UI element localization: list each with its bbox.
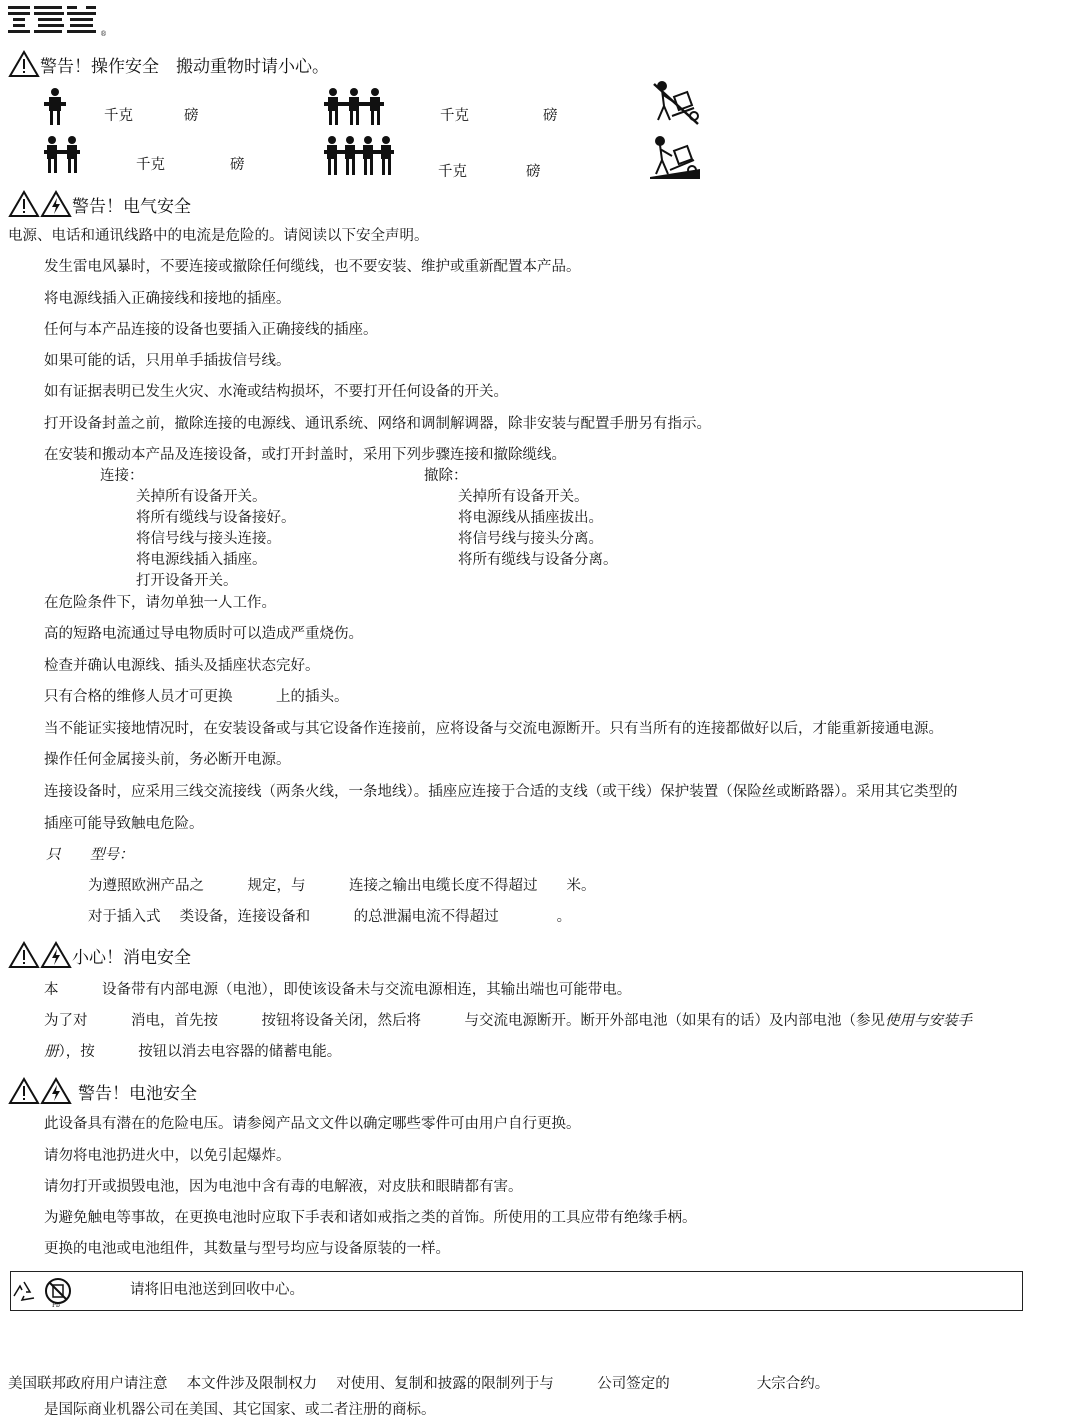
model-label-a: 只 xyxy=(46,847,61,863)
manual-title-part-2: 册 xyxy=(44,1044,59,1060)
four-person-lift-icon xyxy=(324,136,394,180)
electrical-item-6: 打开设备封盖之前，撤除连接的电源线、通讯系统、网络和调制解调器，除非安装与配置手册另有指示。 xyxy=(44,416,711,432)
ibm-logo xyxy=(8,4,107,38)
no-hand-truck-icon xyxy=(650,80,702,128)
disconnect-title: 撤除： xyxy=(424,468,468,484)
battery-item-3: 请勿打开或损毁电池，因为电池中含有毒的电解液，对皮肤和眼睛都有害。 xyxy=(44,1179,523,1195)
connect-step-1: 关掉所有设备开关。 xyxy=(136,489,267,505)
electrical-heading-text: 警告！电气安全 xyxy=(72,197,191,217)
lb-label-2: 磅 xyxy=(543,108,558,124)
svg-text:®: ® xyxy=(100,30,107,38)
electrical-item-2: 将电源线插入正确接线和接地的插座。 xyxy=(44,291,291,307)
electrical-item-12: 当不能证实接地情况时，在安装设备或与其它设备作连接前，应将设备与交流电源断开。只有当所有的连接都做好以后，才能重新接通电源。 xyxy=(44,721,943,737)
electrical-item-7: 在安装和搬动本产品及连接设备，或打开封盖时，采用下列步骤连接和撤除缆线。 xyxy=(44,447,566,463)
pb-label: Pb xyxy=(52,1302,60,1309)
connect-step-5: 打开设备开关。 xyxy=(136,573,238,589)
lb-label-4: 磅 xyxy=(526,164,541,180)
disconnect-step-2: 将电源线从插座拔出。 xyxy=(458,510,603,526)
recycle-text: 请将旧电池送到回收中心。 xyxy=(130,1282,304,1298)
discharge-line-2-text: 为了对 消电，首先按 按钮将设备关闭，然后将 与交流电源断开。断开外部电池（如果有的话）及内部电池（参见 xyxy=(44,1013,885,1029)
recycle-icon xyxy=(12,1280,36,1304)
warning-triangle-icon xyxy=(8,50,40,78)
one-person-lift-icon xyxy=(44,88,66,128)
manual-title-part-1: 使用与安装手 xyxy=(885,1013,972,1029)
footer-line-1: 美国联邦政府用户请注意 本文件涉及限制权力 对使用、复制和披露的限制列于与 公司签定的 大宗合约。 xyxy=(8,1376,830,1392)
electrical-warning-heading xyxy=(8,190,191,218)
two-person-lift-icon xyxy=(44,136,80,176)
three-wire-line-1: 连接设备时，应采用三线交流接线（两条火线，一条地线）。插座应连接于合适的支线（或干线）保护装置（保险丝或断路器）。采用其它类型的 xyxy=(44,784,958,800)
discharge-heading-text: 小心！消电安全 xyxy=(72,948,191,968)
battery-item-2: 请勿将电池扔进火中，以免引起爆炸。 xyxy=(44,1148,291,1164)
battery-heading-text: 警告！电池安全 xyxy=(78,1084,197,1104)
lb-label-3: 磅 xyxy=(230,157,245,173)
kg-label-1: 千克 xyxy=(104,108,133,124)
electrical-item-3: 任何与本产品连接的设备也要插入正确接线的插座。 xyxy=(44,322,378,338)
connect-step-4: 将电源线插入插座。 xyxy=(136,552,267,568)
battery-warning-heading xyxy=(8,1077,197,1105)
footer-line-2: 是国际商业机器公司在美国、其它国家、或二者注册的商标。 xyxy=(44,1402,436,1418)
disconnect-step-1: 关掉所有设备开关。 xyxy=(458,489,589,505)
electrical-item-4: 如果可能的话，只用单手插拔信号线。 xyxy=(44,353,291,369)
electrical-item-1: 发生雷电风暴时，不要连接或撤除任何缆线，也不要安装、维护或重新配置本产品。 xyxy=(44,259,581,275)
three-person-lift-icon xyxy=(324,88,384,128)
connect-title: 连接： xyxy=(100,468,144,484)
model-line-2: 对于插入式 类设备，连接设备和 的总泄漏电流不得超过 。 xyxy=(88,909,572,925)
discharge-line-3 xyxy=(44,1045,341,1060)
kg-label-3: 千克 xyxy=(136,157,165,173)
electric-shock-icon xyxy=(40,941,72,969)
connect-step-3: 将信号线与接头连接。 xyxy=(136,531,281,547)
warning-triangle-icon xyxy=(8,190,40,218)
discharge-line-2 xyxy=(44,1014,972,1029)
electric-shock-icon xyxy=(40,1077,72,1105)
model-line-1: 为遵照欧洲产品之 规定，与 连接之输出电缆长度不得超过 米。 xyxy=(88,878,596,894)
battery-item-1: 此设备具有潜在的危险电压。请参阅产品文文件以确定哪些零件可由用户自行更换。 xyxy=(44,1116,581,1132)
hand-truck-icon xyxy=(650,136,700,182)
electric-shock-icon xyxy=(40,190,72,218)
three-wire-line-2: 插座可能导致触电危险。 xyxy=(44,816,204,832)
electrical-item-13: 操作任何金属接头前，务必断开电源。 xyxy=(44,752,291,768)
discharge-line-3-text: ），按 按钮以消去电容器的储蓄电能。 xyxy=(58,1044,342,1060)
electrical-intro: 电源、电话和通讯线路中的电流是危险的。请阅读以下安全声明。 xyxy=(8,228,429,244)
discharge-line-1: 本 设备带有内部电源（电池），即使该设备未与交流电源相连，其输出端也可能带电。 xyxy=(44,982,632,998)
electrical-item-8: 在危险条件下，请勿单独一人工作。 xyxy=(44,595,276,611)
electrical-item-5: 如有证据表明已发生火灾、水淹或结构损坏，不要打开任何设备的开关。 xyxy=(44,384,508,400)
electrical-item-11: 只有合格的维修人员才可更换 上的插头。 xyxy=(44,689,349,705)
electrical-item-10: 检查并确认电源线、插头及插座状态完好。 xyxy=(44,658,320,674)
model-label-b: 型号： xyxy=(90,847,134,863)
battery-item-5: 更换的电池或电池组件，其数量与型号均应与设备原装的一样。 xyxy=(44,1241,450,1257)
connect-step-2: 将所有缆线与设备接好。 xyxy=(136,510,296,526)
lifting-heading-text: 警告！操作安全 搬动重物时请小心。 xyxy=(40,57,329,77)
disconnect-step-4: 将所有缆线与设备分离。 xyxy=(458,552,618,568)
kg-label-2: 千克 xyxy=(440,108,469,124)
lb-label-1: 磅 xyxy=(184,108,199,124)
warning-triangle-icon xyxy=(8,1077,40,1105)
kg-label-4: 千克 xyxy=(438,164,467,180)
warning-triangle-icon xyxy=(8,941,40,969)
discharge-caution-heading xyxy=(8,941,191,969)
lifting-warning-heading xyxy=(8,50,329,78)
battery-item-4: 为避免触电等事故，在更换电池时应取下手表和诸如戒指之类的首饰。所使用的工具应带有绝缘手柄。 xyxy=(44,1210,697,1226)
electrical-item-9: 高的短路电流通过导电物质时可以造成严重烧伤。 xyxy=(44,626,363,642)
disconnect-step-3: 将信号线与接头分离。 xyxy=(458,531,603,547)
